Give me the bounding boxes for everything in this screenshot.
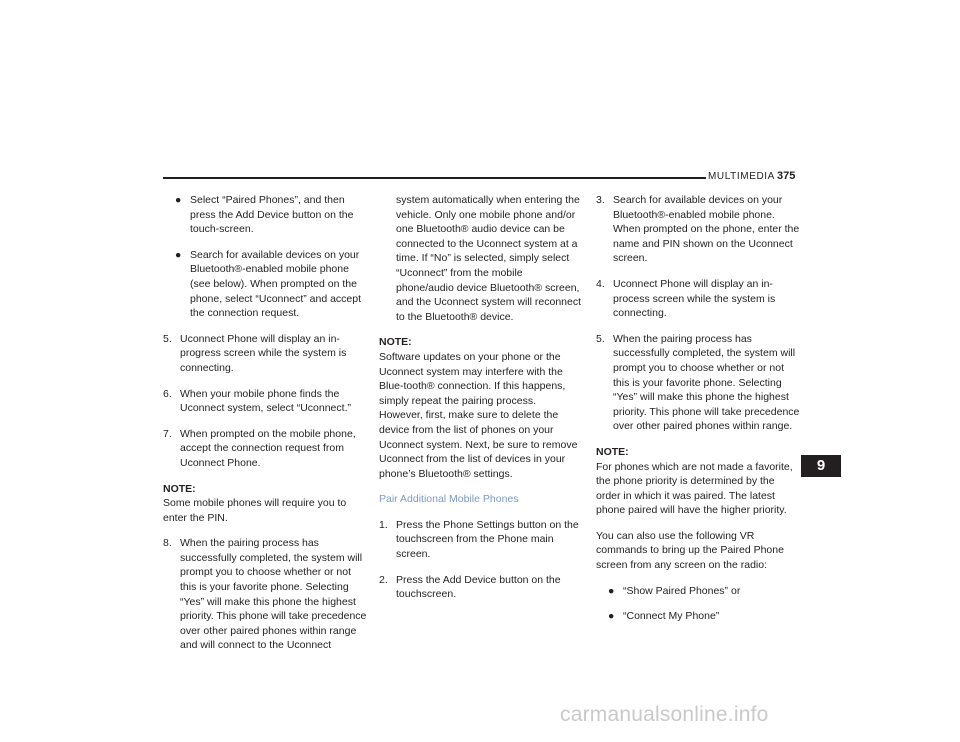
watermark-text: carmanualsonline.info [560,703,769,726]
note-label: NOTE: [596,445,629,458]
header-rule [163,177,706,179]
step-8-continued: system automatically when entering the vehicle. Only one mobile phone and/or one Bluetooth® audio device can be connected to the Uconnect system at a time. If “No” is selected, simply select “Uconnect” from the mobile phone/audio device Bluetooth® screen, and the Uconnect system will reconnect to the Bluetooth® device. [396,194,582,323]
note [379,335,581,481]
step-6: 6. When your mobile phone finds the Uconnect system, select “Uconnect.” [163,387,351,415]
bullet-item: ● “Show Paired Phones” or [608,584,741,597]
step-7: 7. When prompted on the mobile phone, accept the connection request from Uconnect Phone. [163,427,356,469]
column-1 [163,193,370,664]
step-8: 8. When the pairing process has successfully completed, the system will prompt you to choose whether or not this is your favorite phone. Selecting “Yes” will make this phone the highest priority. This phone will take precedence over other paired phones within range and will connect to the Uconnect [163,537,367,652]
column-2 [379,193,581,613]
step-1: 1. Press the Phone Settings button on the touchscreen from the Phone main screen. [379,518,579,561]
step-4: 4. Uconnect Phone will display an in-process screen while the system is connecting. [596,277,776,320]
section-title: MULTIMEDIA [708,171,775,182]
note-text: For phones which are not made a favorite, the phone priority is determined by the order in which it was paired. The latest phone paired will have the higher priority. [596,460,793,517]
page-number: 375 [777,170,796,182]
bullet-item: ● Search for available devices on your Bluetooth®-enabled mobile phone (see below). When prompted on the phone, select “Uconnect” and accept the connection request. [175,248,362,320]
paragraph: You can also use the following VR commands to bring up the Paired Phone screen from any screen on the radio: [596,529,784,572]
chapter-tab: 9 [801,455,841,477]
bullet-icon: ● [175,194,182,206]
step-3: 3. Search for available devices on your Bluetooth®-enabled mobile phone. When prompted on the phone, enter the name and PIN shown on the Uconnect screen. [596,194,800,265]
bullet-icon: ● [608,610,615,623]
bullet-item: ● Select “Paired Phones”, and then press the Add Device button on the touch-screen. [175,194,354,236]
note [596,445,800,518]
step-2: 2. Press the Add Device button on the touchscreen. [379,573,561,601]
note-label: NOTE: [163,482,196,495]
note [163,482,370,526]
subheading: Pair Additional Mobile Phones [379,493,519,506]
step-5: 5. Uconnect Phone will display an in-progress screen while the system is connecting. [163,332,347,374]
note-text: Some mobile phones will require you to enter the PIN. [163,497,347,524]
step-5: 5. When the pairing process has successfully completed, the system will prompt you to choose whether or not this is your favorite phone. Selecting “Yes” will make this phone the highest priority. This phone will take precedence over other paired phones within range. [596,332,800,433]
note-text: Software updates on your phone or the Uconnect system may interfere with the Blue-tooth® connection. If this happens, simply repeat the pairing process. However, first, make sure to delete the device from the list of phones on your Uconnect system. Next, be sure to remove Uconnect from the list of devices in your phone’s Bluetooth® settings. [379,350,578,480]
note-label: NOTE: [379,336,412,349]
column-3 [596,193,800,635]
bullet-item: ● “Connect My Phone” [608,610,720,623]
bullet-icon: ● [608,584,615,597]
bullet-icon: ● [175,248,182,261]
